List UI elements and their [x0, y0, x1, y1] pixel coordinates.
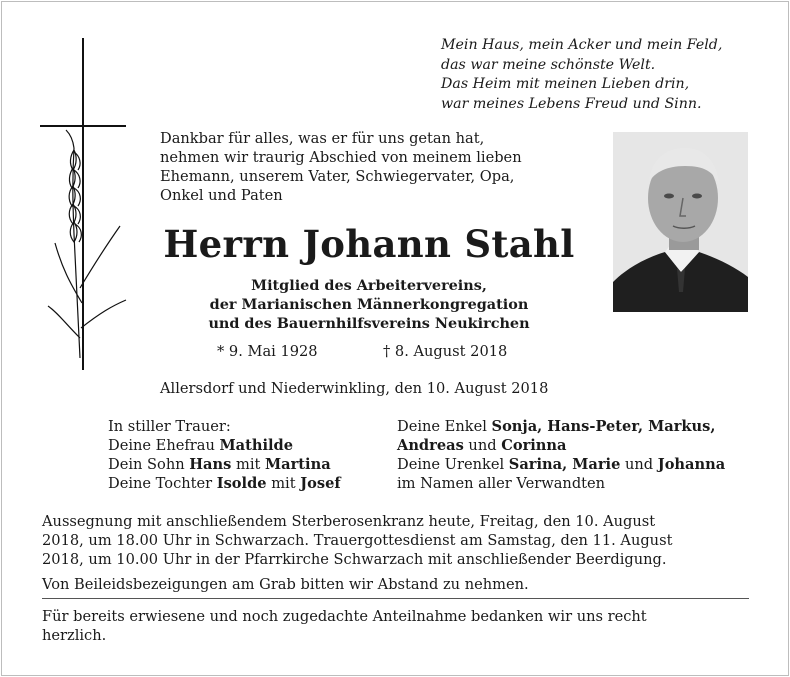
poem-line: das war meine schönste Welt. [441, 56, 656, 73]
divider [42, 598, 749, 599]
poem-line: war meines Lebens Freud und Sinn. [441, 95, 702, 112]
service-info [42, 512, 749, 569]
service-line: 2018, um 10.00 Uhr in der Pfarrkirche Schwarzach mit anschließender Beerdigung. [42, 551, 667, 568]
poem [441, 36, 761, 114]
great-grandchildren-line: Deine Urenkel Sarina, Marie und Johanna [397, 456, 726, 473]
membership-line: der Marianischen Männerkongregation [209, 296, 529, 313]
daughter-line: Deine Tochter Isolde mit Josef [108, 475, 341, 492]
deceased-name: Herrn Johann Stahl [163, 222, 575, 266]
service-line: 2018, um 18.00 Uhr in Schwarzach. Trauergottesdienst am Samstag, den 11. August [42, 532, 673, 549]
intro-text [160, 129, 578, 205]
memberships [160, 276, 578, 333]
poem-line: Mein Haus, mein Acker und mein Feld, [441, 37, 723, 53]
birth-date: * 9. Mai 1928 [217, 343, 318, 360]
intro-line: Dankbar für alles, was er für uns getan hat, [160, 130, 485, 147]
thanks-note [42, 607, 749, 645]
mourners-right [397, 417, 725, 493]
wife-line: Deine Ehefrau Mathilde [108, 437, 294, 454]
cross-with-wheat-icon [40, 38, 130, 370]
intro-line: nehmen wir traurig Abschied von meinem lieben [160, 149, 522, 166]
intro-line: Onkel und Paten [160, 187, 283, 204]
mourners-left [108, 417, 341, 493]
place-and-date: Allersdorf und Niederwinkling, den 10. August 2018 [160, 380, 549, 397]
service-line: Aussegnung mit anschließendem Sterberosenkranz heute, Freitag, den 10. August [42, 513, 656, 530]
relatives-line: im Namen aller Verwandten [397, 475, 606, 492]
poem-line: Das Heim mit meinen Lieben drin, [441, 76, 690, 92]
mourning-intro: In stiller Trauer: [108, 418, 231, 435]
death-date: † 8. August 2018 [383, 343, 508, 360]
son-line: Dein Sohn Hans mit Martina [108, 456, 331, 473]
membership-line: Mitglied des Arbeitervereins, [251, 277, 487, 294]
portrait-photo [613, 132, 748, 312]
condolence-note: Von Beileidsbezeigungen am Grab bitten wir Abstand zu nehmen. [42, 576, 529, 593]
grandchildren-line: Deine Enkel Sonja, Hans-Peter, Markus, [397, 418, 716, 435]
thanks-line: Für bereits erwiesene und noch zugedachte Anteilnahme bedanken wir uns recht [42, 608, 647, 625]
thanks-line: herzlich. [42, 627, 107, 644]
membership-line: und des Bauernhilfsvereins Neukirchen [208, 315, 530, 332]
intro-line: Ehemann, unserem Vater, Schwiegervater, Opa, [160, 168, 515, 185]
grandchildren-line-2: Andreas und Corinna [397, 437, 567, 454]
